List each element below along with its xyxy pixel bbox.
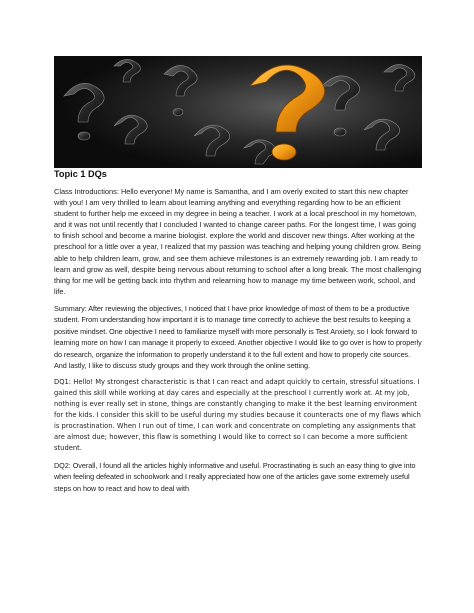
paragraph-text: Hello! My strongest characteristic is that I can react and adapt quickly to certain, stressful situations. I gained this skill while working at day cares and especially at the preschool I currently work at. At my job, nothing is ever really set in stone, things are constantly changing to make it the best learning environment for the kids. I consider this skill to be useful during my studies because it counteracts one of my flaws which is procrastination. When I run out of time, I can work and concentrate on completing any assignments that are almost due; however, this flaw is something I would like to correct so I can become a more sufficient student.: [54, 378, 421, 452]
question-mark-image: [54, 56, 422, 168]
question-mark-illustration: [54, 56, 422, 168]
paragraph-text: After reviewing the objectives, I noticed that I have prior knowledge of most of them to be a productive student. From understanding how important it is to manage time correctly to achieve the best results to keeping a positive mindset. One objective I need to familiarize myself with more personally is Test Anxiety, so I look forward to learning more on how I can manage it properly to exceed. Another objective I would like to go over is how to properly do research, organize the information to properly understand it to the full extent and how to properly cite sources. And lastly, I like to discuss study groups and they work through the online setting.: [54, 303, 422, 370]
paragraph-lead: DQ2:: [54, 460, 71, 470]
paragraph-lead: DQ1:: [54, 378, 72, 387]
paragraph-class-introductions: [54, 186, 422, 297]
paragraph-summary: [54, 303, 422, 371]
paragraph-text: Overall, I found all the articles highly informative and useful. Procrastinating is such an easy thing to give into when feeling defeated in schoolwork and I really appreciated how one of the articles gave some extremely useful steps on how to react and how to deal with: [54, 460, 416, 493]
paragraph-dq1: [54, 377, 422, 453]
paragraph-dq2: [54, 460, 422, 494]
paragraph-lead: Summary:: [54, 303, 87, 313]
paragraph-lead: Class Introductions:: [54, 187, 119, 196]
section-heading: Topic 1 DQs: [54, 169, 107, 179]
document-body: [54, 168, 422, 500]
paragraph-text: Hello everyone! My name is Samantha, and I am overly excited to start this new chapter with you! I am very thrilled to learn about learning anything and everything regarding how to be an efficient student to further help me exceed in my degree in being a teacher. I work at a local preschool in my hometown, and it was not until recently that I concluded I wanted to change career paths. For the longest time, I was going to finish school and become a marine biologist. explore the world and discover new things. After working at the preschool for a little over a year, I realized that my passion was teaching and helping young children grow. Being able to help children learn, grow, and see them achieve milestones is an extremely rewarding job. I am ready to learn and grow as well, despite being nervous about returning to school after a long break. The most challenging thing for me will be getting back into rhythm and relearning how to manage my time between work, school, and life.: [54, 187, 422, 296]
